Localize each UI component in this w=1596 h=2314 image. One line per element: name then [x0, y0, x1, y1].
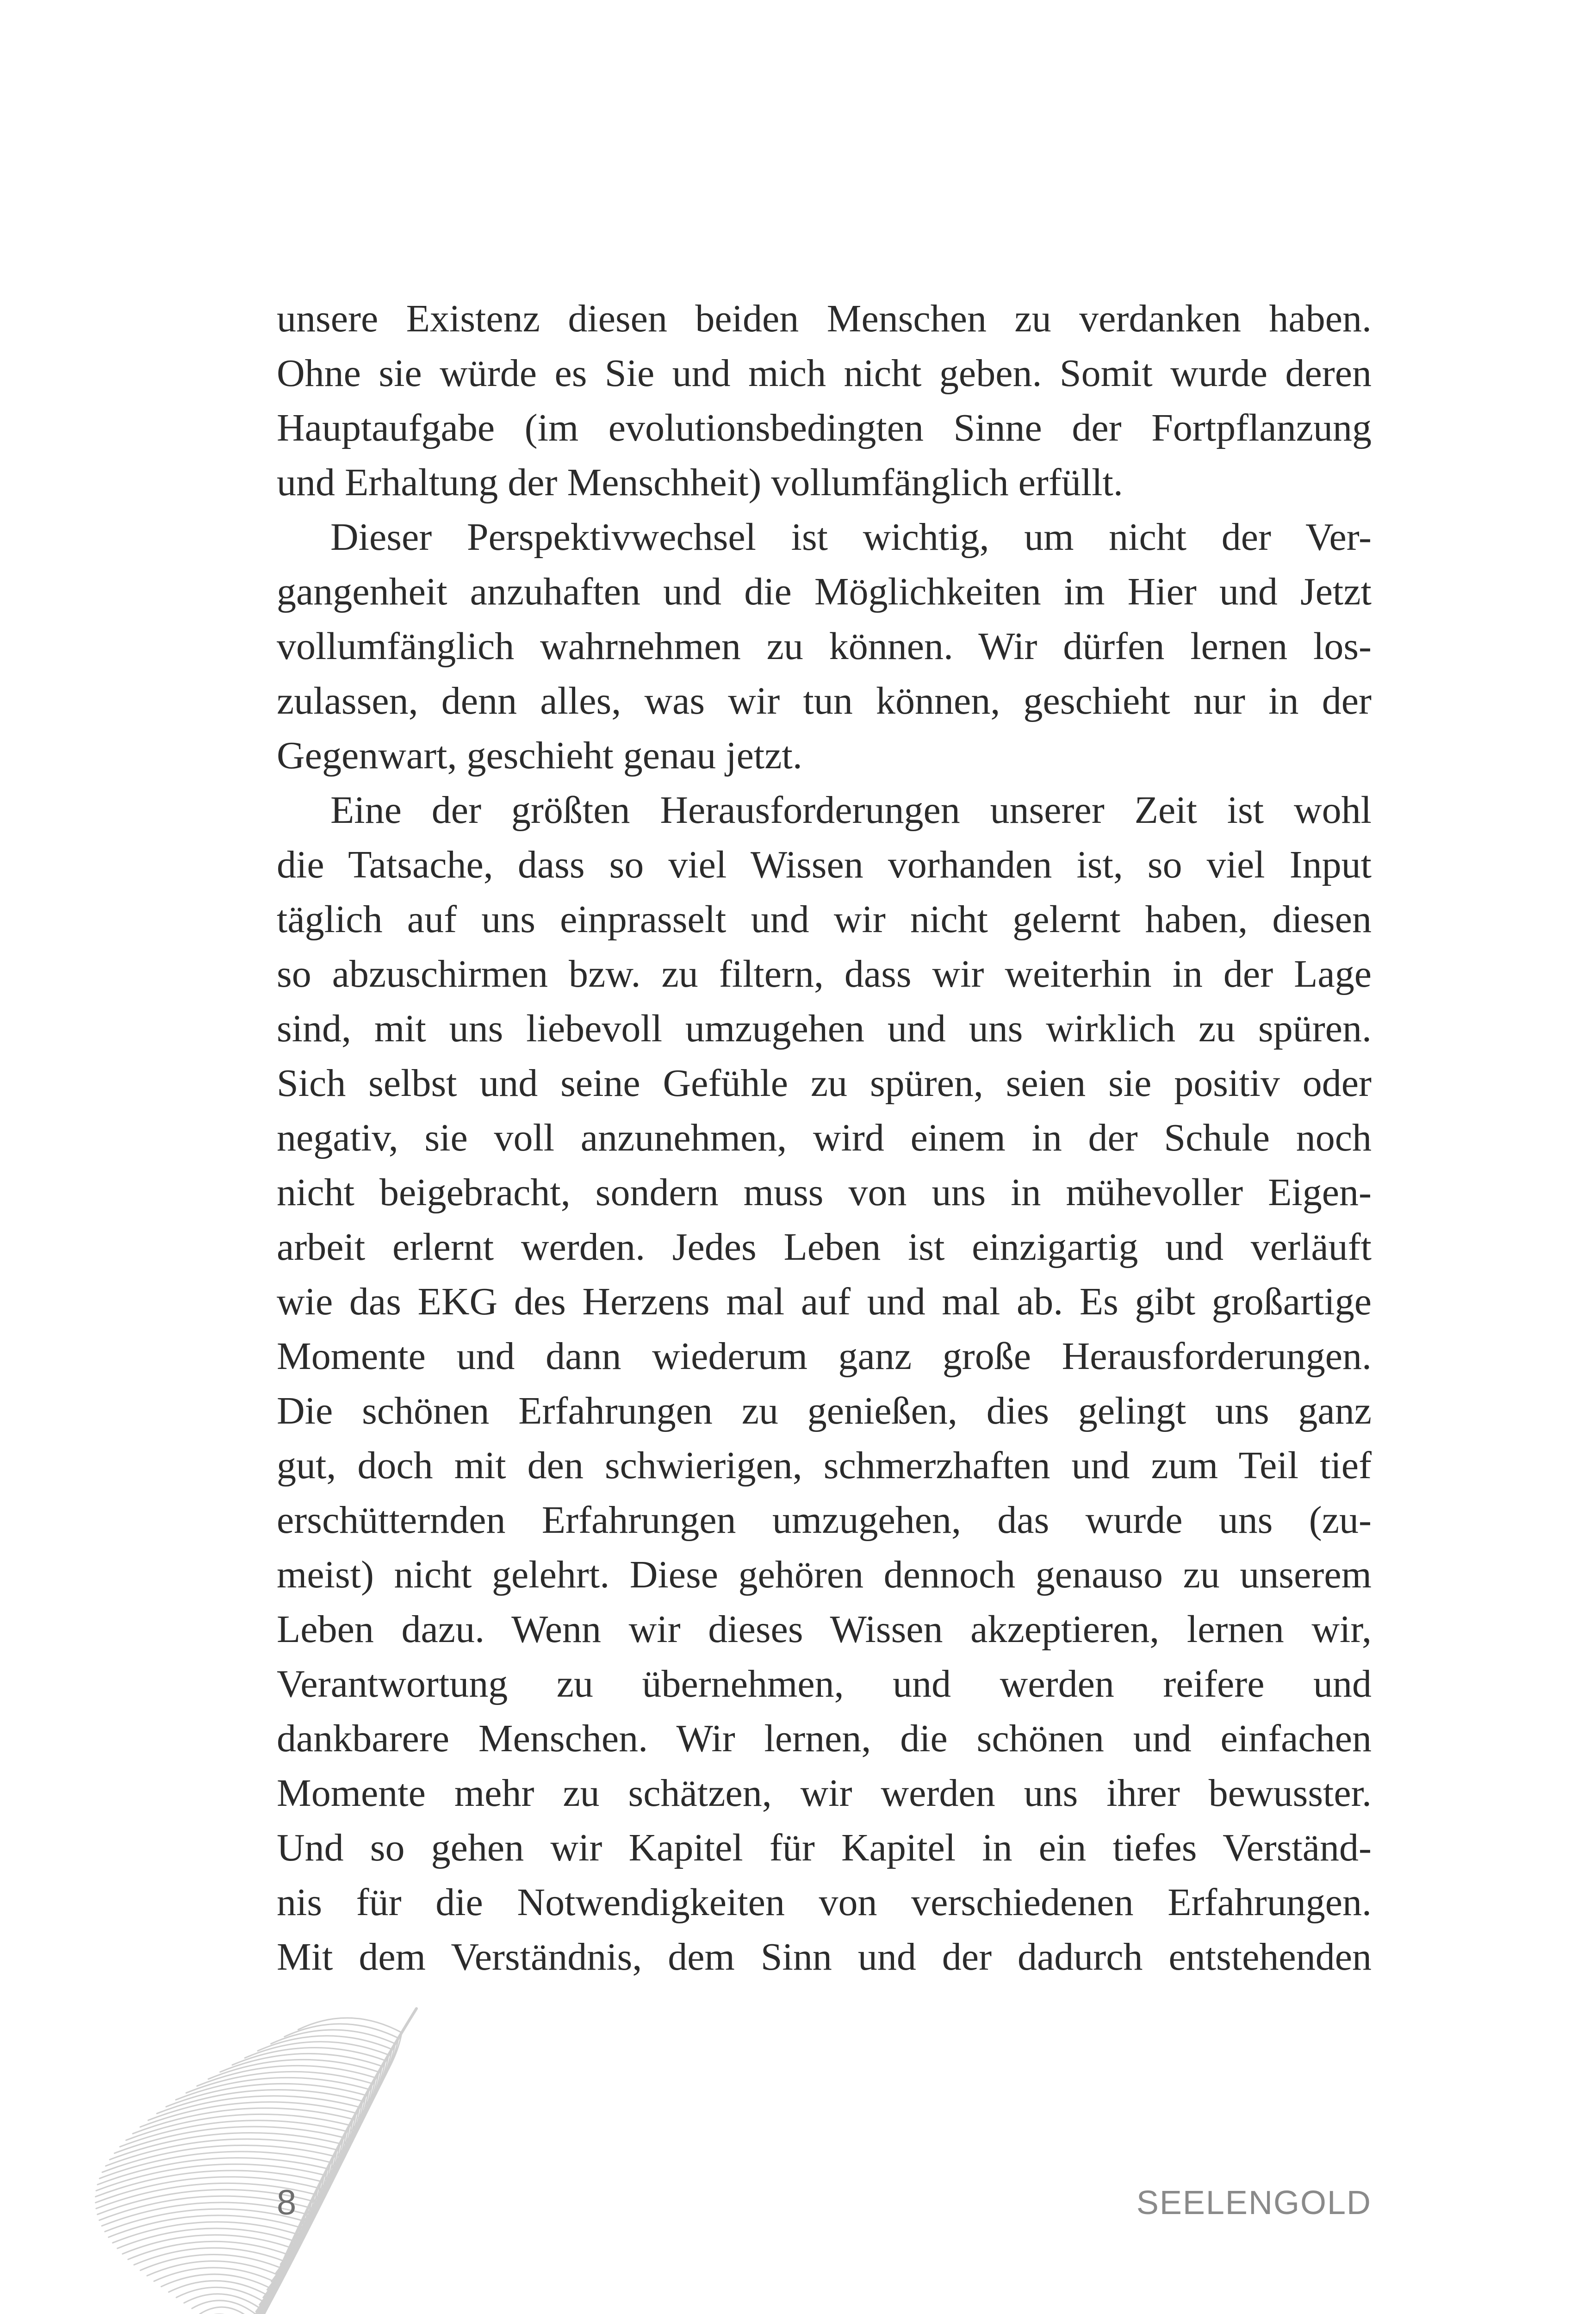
- text-line: negativ, sie voll anzunehmen, wird einem in der Schule noch: [277, 1116, 1372, 1159]
- text-line: wie das EKG des Herzens mal auf und mal ab. Es gibt großartige: [277, 1280, 1372, 1323]
- text-line: meist) nicht gelehrt. Diese gehören dennoch genauso zu unserem: [277, 1553, 1372, 1596]
- text-line: Und so gehen wir Kapitel für Kapitel in ein tiefes Verständ-: [277, 1826, 1372, 1869]
- text-line: Eine der größten Herausforderungen unserer Zeit ist wohl: [330, 789, 1372, 832]
- text-line: Momente mehr zu schätzen, wir werden uns ihrer bewusster.: [277, 1772, 1372, 1815]
- text-line: gut, doch mit den schwierigen, schmerzhaften und zum Teil tief: [277, 1444, 1372, 1487]
- text-line: gangenheit anzuhaften und die Möglichkeiten im Hier und Jetzt: [277, 570, 1372, 613]
- page-number: 8: [277, 2183, 297, 2222]
- text-line: Dieser Perspektivwechsel ist wichtig, um nicht der Ver-: [330, 516, 1372, 559]
- text-line: Mit dem Verständnis, dem Sinn und der dadurch entstehenden: [277, 1935, 1372, 1978]
- text-line: die Tatsache, dass so viel Wissen vorhanden ist, so viel Input: [277, 843, 1372, 886]
- running-title: SEELENGOLD: [1136, 2184, 1372, 2221]
- text-line: unsere Existenz diesen beiden Menschen zu verdanken haben.: [277, 297, 1372, 340]
- text-line: sind, mit uns liebevoll umzugehen und uns wirklich zu spüren.: [277, 1007, 1372, 1050]
- feather-icon: [0, 2004, 426, 2314]
- text-line: erschütternden Erfahrungen umzugehen, das wurde uns (zu-: [277, 1499, 1372, 1542]
- text-line: Momente und dann wiederum ganz große Herausforderungen.: [277, 1335, 1372, 1378]
- body-text: [277, 292, 1372, 1984]
- text-line: zulassen, denn alles, was wir tun können, geschieht nur in der: [277, 679, 1372, 722]
- text-line: so abzuschirmen bzw. zu filtern, dass wir weiterhin in der Lage: [277, 952, 1372, 995]
- text-line: nicht beigebracht, sondern muss von uns in mühevoller Eigen-: [277, 1171, 1372, 1214]
- text-line: vollumfänglich wahrnehmen zu können. Wir dürfen lernen los-: [277, 625, 1372, 668]
- text-line: Hauptaufgabe (im evolutionsbedingten Sinne der Fortpflanzung: [277, 406, 1372, 449]
- text-line: Sich selbst und seine Gefühle zu spüren, seien sie positiv oder: [277, 1062, 1372, 1105]
- text-line: Gegenwart, geschieht genau jetzt.: [277, 734, 802, 777]
- text-line: täglich auf uns einprasselt und wir nicht gelernt haben, diesen: [277, 898, 1372, 941]
- text-line: nis für die Notwendigkeiten von verschiedenen Erfahrungen.: [277, 1881, 1372, 1924]
- text-line: Ohne sie würde es Sie und mich nicht geben. Somit wurde deren: [277, 352, 1372, 395]
- text-line: Leben dazu. Wenn wir dieses Wissen akzeptieren, lernen wir,: [277, 1608, 1372, 1651]
- text-line: dankbarere Menschen. Wir lernen, die schönen und einfachen: [277, 1717, 1372, 1760]
- text-line: Verantwortung zu übernehmen, und werden reifere und: [277, 1662, 1372, 1705]
- text-line: und Erhaltung der Menschheit) vollumfänglich erfüllt.: [277, 461, 1123, 504]
- text-line: Die schönen Erfahrungen zu genießen, dies gelingt uns ganz: [277, 1389, 1372, 1432]
- text-line: arbeit erlernt werden. Jedes Leben ist einzigartig und verläuft: [277, 1225, 1372, 1269]
